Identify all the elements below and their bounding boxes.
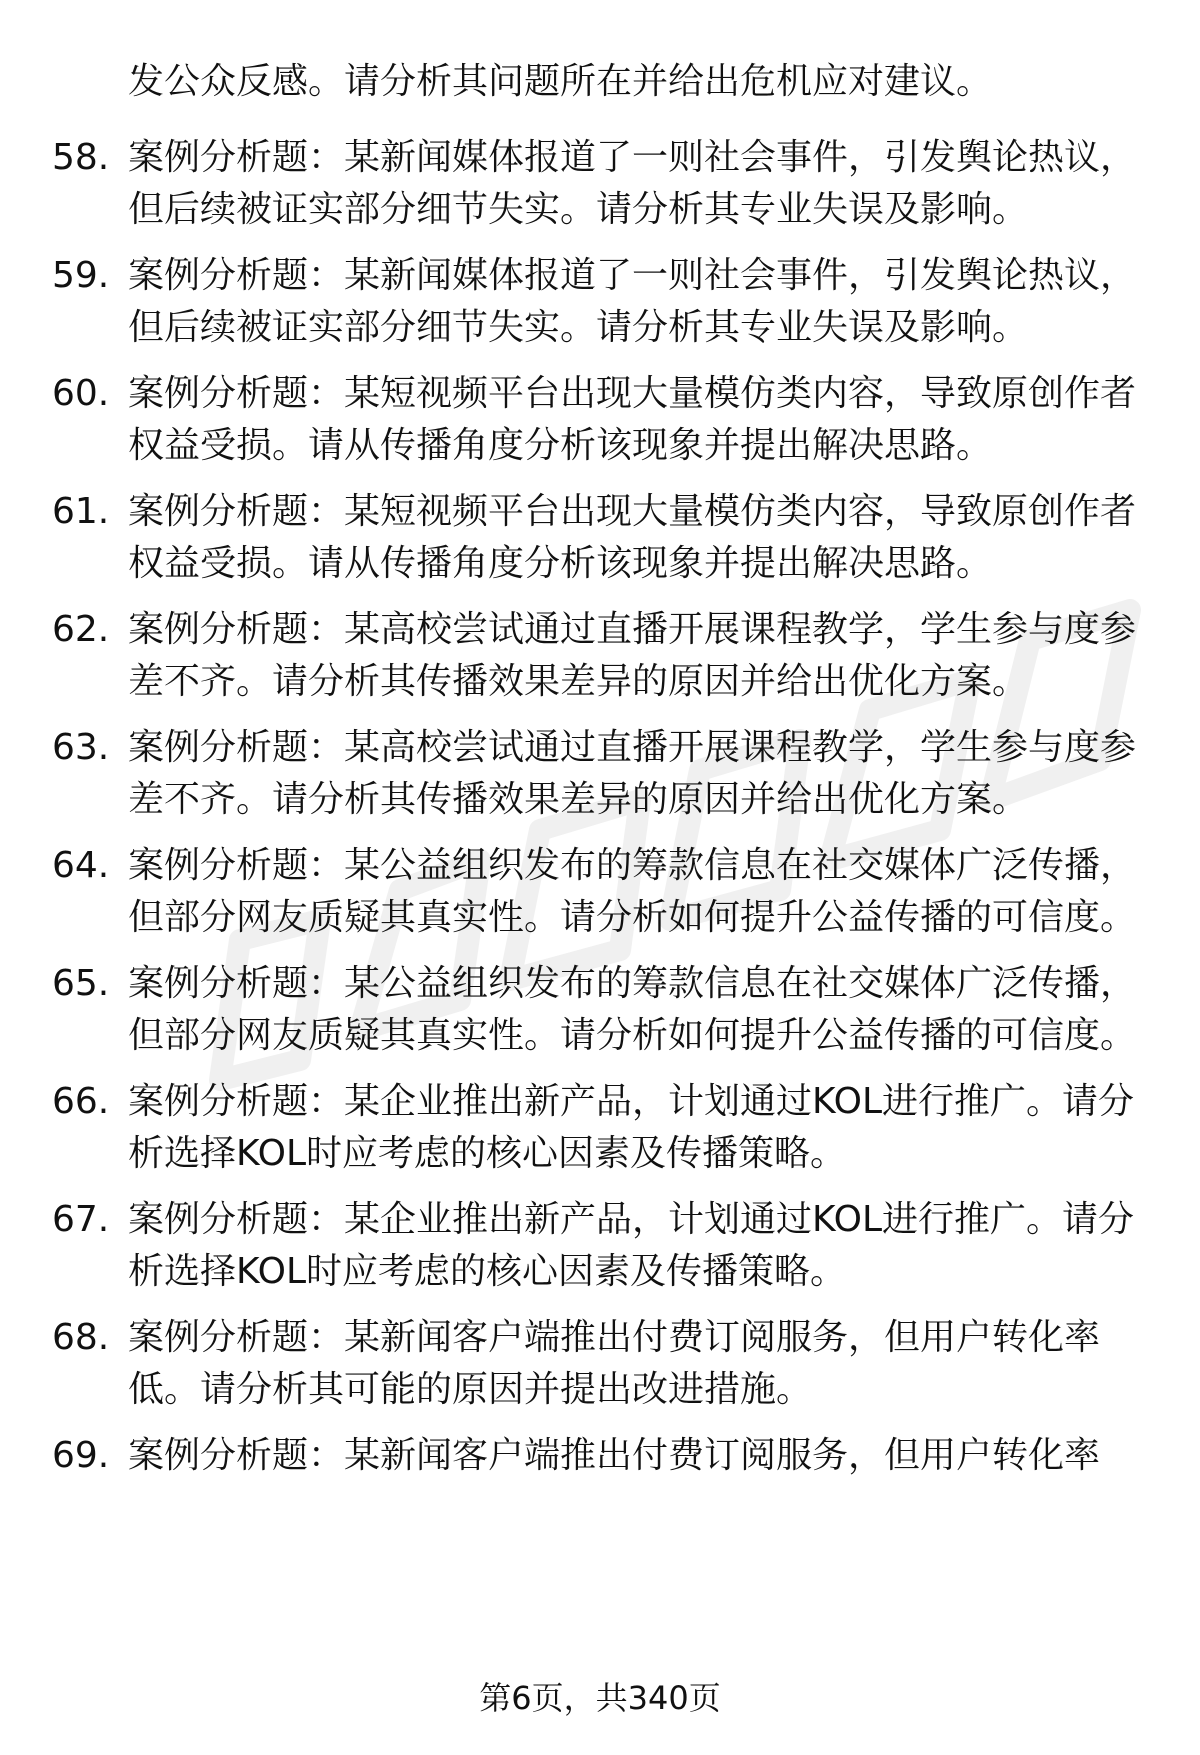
question-number: 68. [52, 1317, 110, 1358]
question-text-line-1: 案例分析题：某短视频平台出现大量模仿类内容，导致原创作者 [128, 373, 1137, 414]
question-number: 60. [52, 373, 110, 414]
question-text-line-1: 案例分析题：某企业推出新产品，计划通过KOL进行推广。请分 [128, 1199, 1135, 1240]
question-text-line-1: 案例分析题：某公益组织发布的筹款信息在社交媒体广泛传播， [128, 963, 1137, 1004]
question-text-line-1: 案例分析题：某新闻媒体报道了一则社会事件，引发舆论热议， [128, 255, 1137, 296]
question-text-line-2: 权益受损。请从传播角度分析该现象并提出解决思路。 [128, 543, 993, 584]
question-text-line-2: 低。请分析其可能的原因并提出改进措施。 [128, 1369, 813, 1410]
question-number: 67. [52, 1199, 110, 1240]
question-text-line-1: 案例分析题：某高校尝试通过直播开展课程教学，学生参与度参 [128, 609, 1137, 650]
question-number: 59. [52, 255, 110, 296]
question-text-line-2: 但部分网友质疑其真实性。请分析如何提升公益传播的可信度。 [128, 897, 1137, 938]
question-text-line-1: 案例分析题：某短视频平台出现大量模仿类内容，导致原创作者 [128, 491, 1137, 532]
question-text-line-2: 但后续被证实部分细节失实。请分析其专业失误及影响。 [128, 189, 1029, 230]
question-text-line-1: 案例分析题：某新闻客户端推出付费订阅服务，但用户转化率 [128, 1317, 1101, 1358]
question-number: 61. [52, 491, 110, 532]
question-text-line-2: 但部分网友质疑其真实性。请分析如何提升公益传播的可信度。 [128, 1015, 1137, 1056]
question-text-line-1: 案例分析题：某公益组织发布的筹款信息在社交媒体广泛传播， [128, 845, 1137, 886]
question-number: 63. [52, 727, 110, 768]
page-footer: 第6页，共340页 [479, 1679, 721, 1717]
question-text-line-1: 案例分析题：某高校尝试通过直播开展课程教学，学生参与度参 [128, 727, 1137, 768]
question-text-line-2: 权益受损。请从传播角度分析该现象并提出解决思路。 [128, 425, 993, 466]
question-text-line-1: 案例分析题：某新闻媒体报道了一则社会事件，引发舆论热议， [128, 137, 1137, 178]
question-text-line-1: 案例分析题：某企业推出新产品，计划通过KOL进行推广。请分 [128, 1081, 1135, 1122]
question-text-line-2: 析选择KOL时应考虑的核心因素及传播策略。 [128, 1133, 847, 1174]
question-text-line-2: 但后续被证实部分细节失实。请分析其专业失误及影响。 [128, 307, 1029, 348]
question-number: 62. [52, 609, 110, 650]
question-number: 64. [52, 845, 110, 886]
question-number: 66. [52, 1081, 110, 1122]
question-number: 69. [52, 1435, 110, 1476]
question-text-line-1: 案例分析题：某新闻客户端推出付费订阅服务，但用户转化率 [128, 1435, 1101, 1476]
continued-question-text: 发公众反感。请分析其问题所在并给出危机应对建议。 [128, 61, 993, 102]
question-number: 58. [52, 137, 110, 178]
question-text-line-2: 差不齐。请分析其传播效果差异的原因并给出优化方案。 [128, 779, 1029, 820]
question-number: 65. [52, 963, 110, 1004]
question-text-line-2: 析选择KOL时应考虑的核心因素及传播策略。 [128, 1251, 847, 1292]
question-text-line-2: 差不齐。请分析其传播效果差异的原因并给出优化方案。 [128, 661, 1029, 702]
